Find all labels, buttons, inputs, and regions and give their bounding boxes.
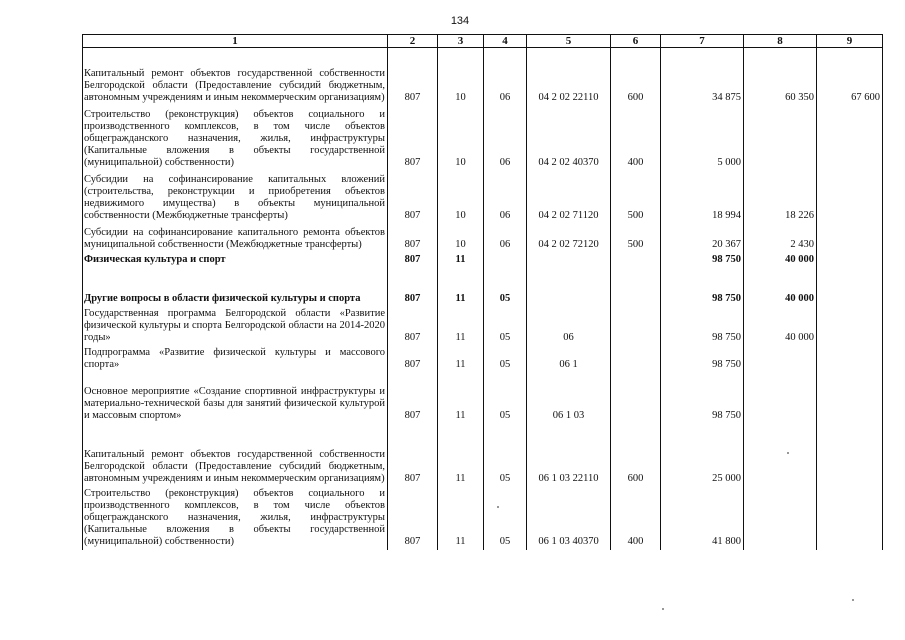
row-value-cell: 10 (438, 106, 484, 171)
spacer-cell (817, 268, 883, 280)
row-value-cell: 500 (611, 224, 661, 253)
row-value-cell: 34 875 (661, 60, 744, 106)
spacer-cell (611, 373, 661, 385)
row-value-cell: 400 (611, 106, 661, 171)
row-value-cell: 06 (484, 60, 527, 106)
row-value-cell (817, 307, 883, 346)
row-value-cell: 500 (611, 171, 661, 224)
row-value-cell: 04 2 02 72120 (527, 224, 611, 253)
table-row (83, 106, 883, 171)
row-value-cell: 807 (388, 487, 438, 550)
row-value-cell: 40 000 (744, 253, 817, 268)
row-value-cell: 98 750 (661, 346, 744, 373)
budget-table (82, 34, 883, 550)
spacer-cell (527, 48, 611, 61)
row-value-cell (817, 385, 883, 424)
spacer-cell (484, 424, 527, 436)
row-value-cell (611, 385, 661, 424)
spacer-cell (527, 373, 611, 385)
row-value-cell: 67 600 (817, 60, 883, 106)
row-description-cell: Субсидии на софинансирование капитального ремонта объектов муниципальной собственности (Межбюджетные трансферты) (83, 224, 388, 253)
row-value-cell: 807 (388, 385, 438, 424)
spacer-cell (484, 268, 527, 280)
row-value-cell: 40 000 (744, 307, 817, 346)
column-header: 4 (484, 35, 527, 48)
row-value-cell (817, 224, 883, 253)
row-value-cell (611, 307, 661, 346)
row-value-cell: 05 (484, 280, 527, 307)
row-value-cell (527, 280, 611, 307)
row-value-cell: 05 (484, 385, 527, 424)
row-value-cell: 600 (611, 60, 661, 106)
row-value-cell (527, 253, 611, 268)
spacer-row (83, 48, 883, 61)
row-value-cell: 06 1 03 22110 (527, 436, 611, 487)
column-header: 3 (438, 35, 484, 48)
row-value-cell: 06 1 (527, 346, 611, 373)
row-value-cell: 10 (438, 224, 484, 253)
row-value-cell: 06 1 03 40370 (527, 487, 611, 550)
table-body (83, 48, 883, 551)
row-value-cell (817, 487, 883, 550)
row-value-cell: 05 (484, 307, 527, 346)
row-value-cell: 06 (484, 106, 527, 171)
row-description-cell: Субсидии на софинансирование капитальных вложений (строительства, реконструкции и приобретения объектов недвижимого имущества) в объекты муниципальной собственности (Межбюджетные трансферты) (83, 171, 388, 224)
row-description-cell: Физическая культура и спорт (83, 253, 388, 268)
spacer-row (83, 268, 883, 280)
table-row (83, 436, 883, 487)
row-value-cell: 11 (438, 280, 484, 307)
row-value-cell: 807 (388, 436, 438, 487)
scan-speck (497, 506, 499, 508)
row-value-cell: 06 (484, 171, 527, 224)
page-number: 134 (450, 15, 470, 27)
row-value-cell: 05 (484, 346, 527, 373)
spacer-cell (83, 373, 388, 385)
row-value-cell (611, 346, 661, 373)
row-value-cell: 98 750 (661, 385, 744, 424)
row-value-cell: 98 750 (661, 307, 744, 346)
spacer-cell (484, 373, 527, 385)
row-value-cell (744, 436, 817, 487)
row-value-cell: 11 (438, 436, 484, 487)
row-description-cell: Строительство (реконструкция) объектов социального и производственного комплексов, в том числе объектов общегражданского назначения, жилья, инфраструктуры (Капитальные вложения в объекты государственной (муниципальной) собственности) (83, 106, 388, 171)
spacer-row (83, 424, 883, 436)
row-value-cell: 25 000 (661, 436, 744, 487)
spacer-cell (83, 424, 388, 436)
row-value-cell (611, 280, 661, 307)
table-row (83, 385, 883, 424)
spacer-cell (484, 48, 527, 61)
row-value-cell (817, 106, 883, 171)
table-row (83, 487, 883, 550)
row-value-cell (744, 106, 817, 171)
table-row (83, 346, 883, 373)
row-description-cell: Подпрограмма «Развитие физической культуры и массового спорта» (83, 346, 388, 373)
row-value-cell: 98 750 (661, 253, 744, 268)
spacer-cell (611, 48, 661, 61)
row-value-cell: 06 1 03 (527, 385, 611, 424)
scan-speck (787, 452, 789, 454)
spacer-cell (83, 48, 388, 61)
row-value-cell: 5 000 (661, 106, 744, 171)
row-value-cell: 11 (438, 253, 484, 268)
row-value-cell: 807 (388, 60, 438, 106)
column-header: 2 (388, 35, 438, 48)
row-value-cell: 60 350 (744, 60, 817, 106)
spacer-cell (744, 48, 817, 61)
spacer-cell (83, 268, 388, 280)
row-value-cell: 11 (438, 307, 484, 346)
row-value-cell: 600 (611, 436, 661, 487)
spacer-cell (661, 373, 744, 385)
table-row (83, 253, 883, 268)
row-value-cell: 05 (484, 436, 527, 487)
spacer-cell (744, 268, 817, 280)
row-value-cell: 10 (438, 171, 484, 224)
row-value-cell: 807 (388, 346, 438, 373)
row-description-cell: Другие вопросы в области физической культуры и спорта (83, 280, 388, 307)
row-value-cell: 807 (388, 280, 438, 307)
row-value-cell: 2 430 (744, 224, 817, 253)
row-value-cell (484, 253, 527, 268)
row-value-cell: 41 800 (661, 487, 744, 550)
scan-speck (662, 608, 664, 610)
row-value-cell: 05 (484, 487, 527, 550)
spacer-cell (817, 48, 883, 61)
row-value-cell: 04 2 02 71120 (527, 171, 611, 224)
spacer-cell (744, 424, 817, 436)
spacer-cell (661, 424, 744, 436)
row-value-cell (817, 253, 883, 268)
row-value-cell (744, 385, 817, 424)
spacer-cell (388, 48, 438, 61)
spacer-cell (661, 268, 744, 280)
scan-speck (852, 599, 854, 601)
spacer-cell (388, 424, 438, 436)
table-row (83, 224, 883, 253)
row-value-cell (817, 436, 883, 487)
row-value-cell (744, 487, 817, 550)
spacer-cell (388, 373, 438, 385)
row-description-cell: Капитальный ремонт объектов государственной собственности Белгородской области (Предоставление субсидий бюджетным, автономным учреждениям и иным некоммерческим организациям) (83, 60, 388, 106)
spacer-cell (611, 424, 661, 436)
row-value-cell: 18 226 (744, 171, 817, 224)
row-description-cell: Капитальный ремонт объектов государственной собственности Белгородской области (Предоставление субсидий бюджетным, автономным учреждениям и иным некоммерческим организациям) (83, 436, 388, 487)
spacer-cell (527, 424, 611, 436)
row-description-cell: Основное мероприятие «Создание спортивной инфраструктуры и материально-технической базы для занятий физической культурой и массовым спортом» (83, 385, 388, 424)
row-value-cell: 10 (438, 60, 484, 106)
row-value-cell: 400 (611, 487, 661, 550)
row-value-cell: 04 2 02 22110 (527, 60, 611, 106)
spacer-cell (388, 268, 438, 280)
row-value-cell: 11 (438, 346, 484, 373)
column-number-header-row (83, 35, 883, 48)
row-value-cell: 807 (388, 224, 438, 253)
row-value-cell (817, 346, 883, 373)
row-value-cell: 807 (388, 171, 438, 224)
row-value-cell: 11 (438, 487, 484, 550)
spacer-cell (438, 48, 484, 61)
row-value-cell: 11 (438, 385, 484, 424)
column-header: 9 (817, 35, 883, 48)
column-header: 6 (611, 35, 661, 48)
column-header: 5 (527, 35, 611, 48)
spacer-cell (438, 373, 484, 385)
row-value-cell (744, 346, 817, 373)
row-value-cell: 807 (388, 253, 438, 268)
row-description-cell: Государственная программа Белгородской области «Развитие физической культуры и спорта Белгородской области на 2014-2020 годы» (83, 307, 388, 346)
spacer-cell (661, 48, 744, 61)
row-value-cell: 18 994 (661, 171, 744, 224)
table-row (83, 280, 883, 307)
spacer-cell (611, 268, 661, 280)
row-value-cell: 06 (527, 307, 611, 346)
spacer-cell (527, 268, 611, 280)
row-value-cell: 98 750 (661, 280, 744, 307)
row-description-cell: Строительство (реконструкция) объектов социального и производственного комплексов, в том числе объектов общегражданского назначения, жилья, инфраструктуры (Капитальные вложения в объекты государственной (муниципальной) собственности) (83, 487, 388, 550)
spacer-cell (744, 373, 817, 385)
spacer-row (83, 373, 883, 385)
row-value-cell: 807 (388, 106, 438, 171)
spacer-cell (817, 373, 883, 385)
column-header: 8 (744, 35, 817, 48)
table-row (83, 171, 883, 224)
spacer-cell (817, 424, 883, 436)
column-header: 7 (661, 35, 744, 48)
row-value-cell: 04 2 02 40370 (527, 106, 611, 171)
table-row (83, 60, 883, 106)
row-value-cell (817, 171, 883, 224)
row-value-cell: 06 (484, 224, 527, 253)
row-value-cell: 20 367 (661, 224, 744, 253)
spacer-cell (438, 268, 484, 280)
table-row (83, 307, 883, 346)
row-value-cell (611, 253, 661, 268)
row-value-cell (817, 280, 883, 307)
row-value-cell: 40 000 (744, 280, 817, 307)
column-header: 1 (83, 35, 388, 48)
spacer-cell (438, 424, 484, 436)
row-value-cell: 807 (388, 307, 438, 346)
